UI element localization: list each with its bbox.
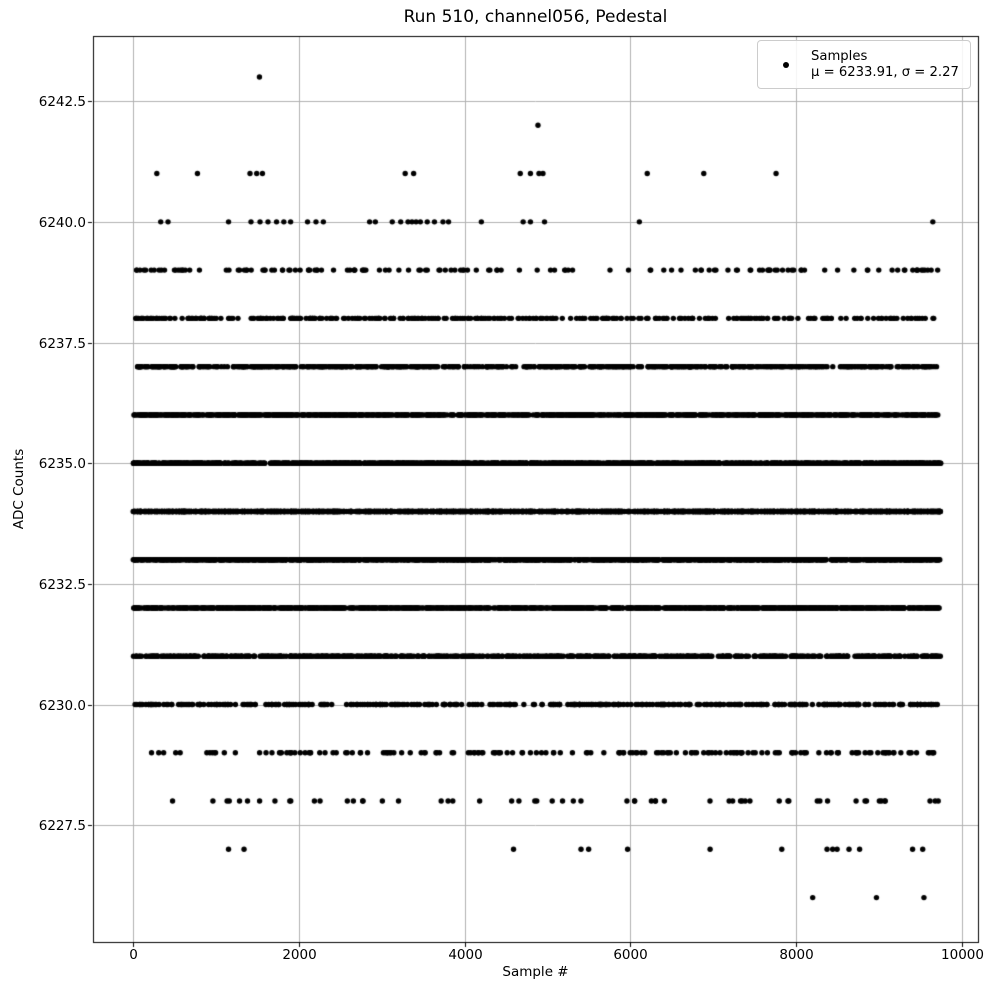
y-tick-label: 6232.5 bbox=[38, 576, 86, 593]
scatter-marker-icon bbox=[783, 62, 789, 68]
y-tick-label: 6227.5 bbox=[38, 817, 86, 834]
legend-stats: μ = 6233.91, σ = 2.27 bbox=[811, 64, 959, 80]
chart-title: Run 510, channel056, Pedestal bbox=[403, 7, 668, 27]
x-tick-label: 0 bbox=[129, 947, 138, 963]
x-tick-label: 2000 bbox=[282, 947, 317, 963]
y-tick-label: 6242.5 bbox=[38, 93, 86, 110]
y-tick-label: 6237.5 bbox=[38, 335, 86, 352]
y-tick-label: 6235.0 bbox=[38, 455, 86, 472]
x-tick-label: 8000 bbox=[779, 947, 814, 963]
y-axis-label: ADC Counts bbox=[11, 448, 27, 530]
x-axis-label: Sample # bbox=[502, 964, 569, 980]
x-tick-label: 4000 bbox=[448, 947, 483, 963]
y-tick-label: 6230.0 bbox=[38, 697, 86, 714]
legend-label: Samples bbox=[811, 48, 868, 64]
legend bbox=[757, 40, 971, 89]
y-tick-label: 6240.0 bbox=[38, 214, 86, 231]
x-tick-label: 10000 bbox=[941, 947, 984, 963]
x-tick-label: 6000 bbox=[613, 947, 648, 963]
